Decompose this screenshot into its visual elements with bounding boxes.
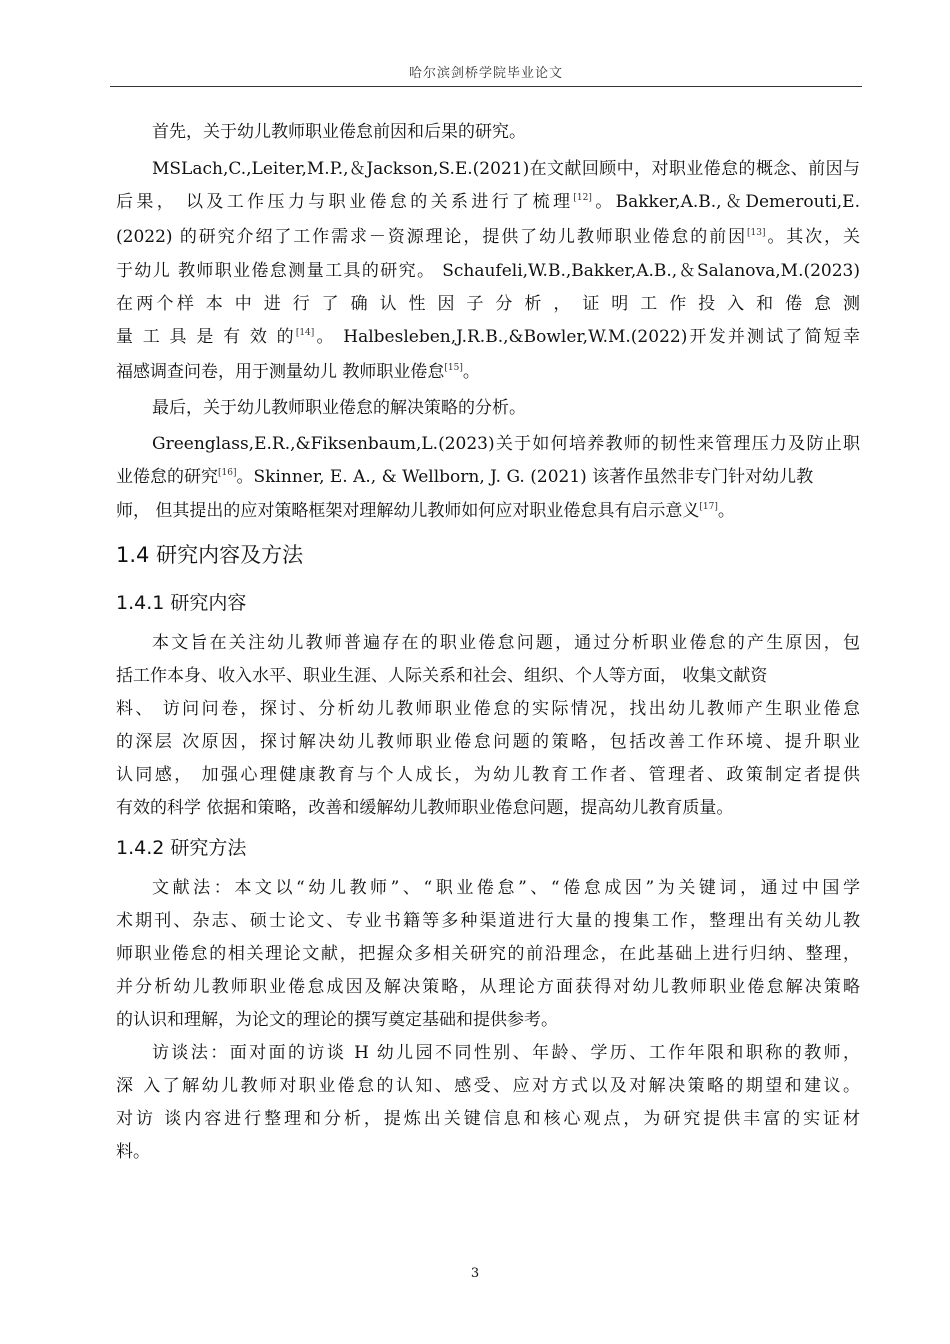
- subsection-heading: 1.4.1 研究内容: [116, 592, 247, 614]
- text-run: 后果， 以及工作压力与职业倦怠的关系进行了梳理: [116, 192, 574, 212]
- paragraph-line: [116, 499, 735, 523]
- citation-ref: [15]: [444, 363, 463, 373]
- paragraph-line: 认同感， 加强心理健康教育与个人成长，为幼儿教育工作者、管理者、政策制定者提供: [116, 765, 860, 785]
- paragraph-line: 在两个样 本 中 进 行 了 确 认 性 因 子 分 析 ， 证 明 工 作 投 入 和 倦 怠 测: [116, 294, 860, 314]
- paragraph-line: [116, 225, 860, 249]
- paragraph-line: [116, 465, 813, 489]
- paragraph-line: 料。: [116, 1142, 150, 1162]
- paragraph-line: 括工作本身、收入水平、职业生涯、人际关系和社会、组织、个人等方面， 收集文献资: [116, 666, 768, 686]
- paragraph-line: 术期刊、杂志、硕士论文、专业书籍等多种渠道进行大量的搜集工作，整理出有关幼儿教: [116, 911, 860, 931]
- citation-ref: [16]: [218, 468, 237, 478]
- paragraph-line: 访谈法：面对面的访谈 H 幼儿园不同性别、年龄、学历、工作年限和职称的教师，: [152, 1043, 860, 1063]
- paragraph-line: 料、 访问问卷，探讨、分析幼儿教师职业倦怠的实际情况，找出幼儿教师产生职业倦怠: [116, 699, 860, 719]
- citation-ref: [17]: [699, 502, 718, 512]
- paragraph-line: Greenglass,E.R.,&Fiksenbaum,L.(2023)关于如何培养教师的韧性来管理压力及防止职: [152, 434, 860, 454]
- paragraph-line: 的深层 次原因，探讨解决幼儿教师职业倦怠问题的策略，包括改善工作环境、提升职业: [116, 732, 860, 752]
- citation-ref: [14]: [295, 328, 315, 338]
- text-run: 量 工 具 是 有 效 的: [116, 327, 296, 347]
- citation-ref: [12]: [573, 193, 592, 203]
- section-heading: 1.4 研究内容及方法: [116, 543, 304, 567]
- paragraph-line: MSLach,C.,Leiter,M.P.,＆Jackson,S.E.(2021)在文献回顾中，对职业倦怠的概念、前因与: [152, 159, 860, 179]
- text-run: (2022) 的研究介绍了工作需求－资源理论，提供了幼儿教师职业倦怠的前因: [116, 227, 747, 247]
- page-number: 3: [470, 1266, 480, 1281]
- paragraph-line: [116, 325, 860, 349]
- paragraph-line: 深 入了解幼儿教师对职业倦怠的认知、感受、应对方式以及对解决策略的期望和建议。: [116, 1076, 860, 1096]
- paragraph-line: 本文旨在关注幼儿教师普遍存在的职业倦怠问题，通过分析职业倦怠的产生原因，包: [152, 633, 860, 653]
- citation-ref: [13]: [746, 228, 766, 238]
- running-header: 哈尔滨剑桥学院毕业论文: [408, 66, 563, 81]
- paragraph-line: 最后，关于幼儿教师职业倦怠的解决策略的分析。: [152, 398, 526, 418]
- paragraph-line: 并分析幼儿教师职业倦怠成因及解决策略，从理论方面获得对幼儿教师职业倦怠解决策略: [116, 977, 860, 997]
- subsection-heading: 1.4.2 研究方法: [116, 837, 247, 859]
- paragraph-line: [116, 190, 860, 214]
- paragraph-line: [116, 360, 480, 384]
- text-run: 业倦怠的研究: [116, 467, 218, 487]
- text-run: 。其次，关: [765, 227, 860, 247]
- text-run: 师， 但其提出的应对策略框架对理解幼儿教师如何应对职业倦怠具有启示意义: [116, 501, 700, 521]
- text-run: 。Skinner, E. A., & Wellborn, J. G. (2021) 该著作虽然非专门针对幼儿教: [236, 467, 814, 487]
- paragraph-line: 师职业倦怠的相关理论文献，把握众多相关研究的前沿理念，在此基础上进行归纳、整理，: [116, 944, 860, 964]
- text-run: 福感调查问卷，用于测量幼儿 教师职业倦怠: [116, 362, 445, 382]
- paragraph-line: 文献法：本文以“幼儿教师”、“职业倦怠”、“倦怠成因”为关键词，通过中国学: [152, 878, 860, 898]
- paragraph-line: 有效的科学 依据和策略，改善和缓解幼儿教师职业倦怠问题，提高幼儿教育质量。: [116, 798, 734, 818]
- text-run: 。: [717, 501, 735, 521]
- paragraph-line: 首先，关于幼儿教师职业倦怠前因和后果的研究。: [152, 122, 526, 142]
- paragraph-line: 的认识和理解，为论文的理论的撰写奠定基础和提供参考。: [116, 1010, 558, 1030]
- paragraph-line: 对访 谈内容进行整理和分析，提炼出关键信息和核心观点，为研究提供丰富的实证材: [116, 1109, 860, 1129]
- header-rule: [110, 86, 862, 87]
- text-run: 。 Halbesleben,J.R.B.,&Bowler,W.M.(2022)开发并测试了简短幸: [314, 327, 860, 347]
- paragraph-line: 于幼儿 教师职业倦怠测量工具的研究。 Schaufeli,W.B.,Bakker,A.B.,＆Salanova,M.(2023): [116, 261, 860, 281]
- text-run: 。Bakker,A.B.,＆Demerouti,E.: [591, 192, 861, 212]
- text-run: 。: [462, 362, 480, 382]
